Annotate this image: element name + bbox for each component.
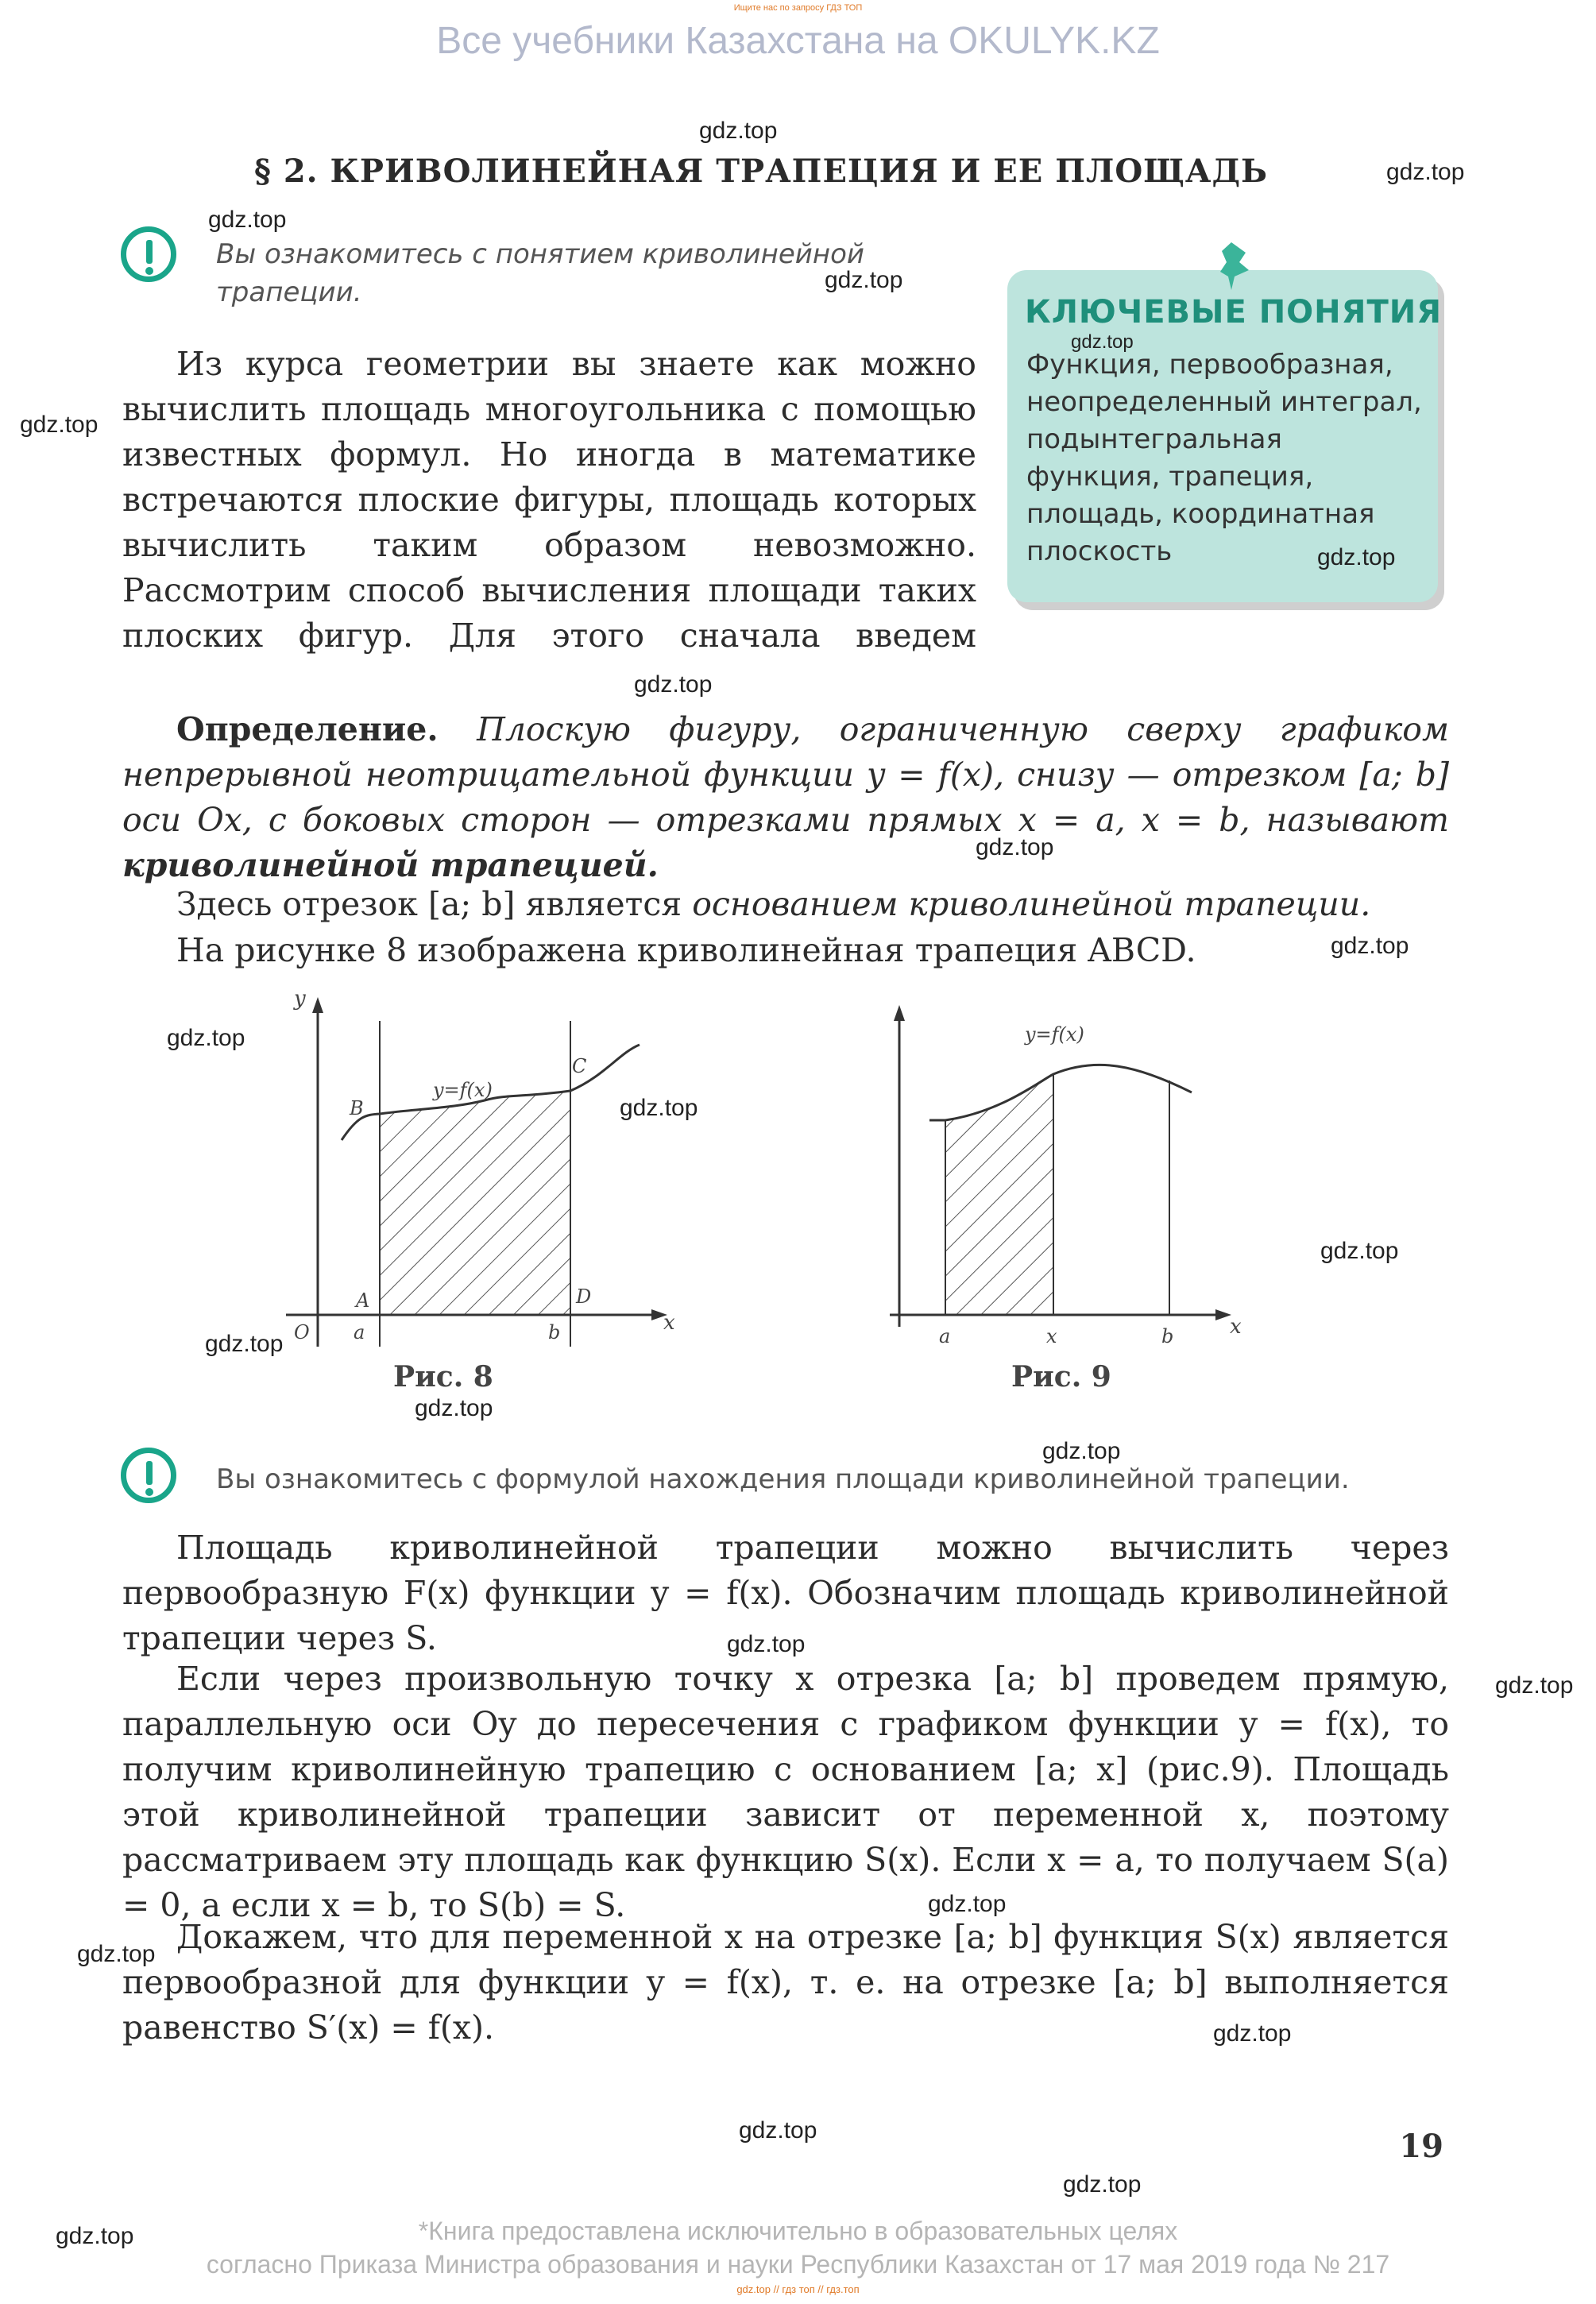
figure-8 — [270, 989, 683, 1370]
key-concepts-text: Функция, первообразная, неопределенный интеграл, подынтегральная функция, трапеция, площадь, координатная плоскость — [1026, 349, 1422, 567]
tick-b: b — [548, 1321, 561, 1343]
watermark: gdz.top — [825, 267, 903, 293]
definition-label: Определение. — [176, 710, 439, 748]
watermark: gdz.top — [77, 1941, 156, 1967]
definition-block — [122, 707, 1449, 888]
definition-text: Плоскую фигуру, ограниченную сверху графиком непрерывной неотрицательной функции y = f(x), снизу — отрезком [a; b] оси Ox, с боковых сторон — отрезками прямых x = a, x = b, называют — [122, 710, 1449, 839]
axis-y-label: y — [294, 989, 306, 1011]
watermark: gdz.top — [1320, 1238, 1399, 1264]
watermark: gdz.top — [20, 412, 99, 438]
watermark: gdz.top — [1317, 544, 1396, 570]
axis-x-label: x — [663, 1311, 675, 1335]
section-title: § 2. КРИВОЛИНЕЙНАЯ ТРАПЕЦИЯ И ЕЕ ПЛОЩАДЬ — [254, 153, 1269, 190]
definition-term: криволинейной трапецией. — [122, 846, 659, 884]
watermark: gdz.top — [699, 118, 778, 144]
watermark: gdz.top — [205, 1331, 284, 1357]
watermark: gdz.top — [739, 2117, 817, 2144]
watermark: gdz.top — [634, 671, 713, 698]
partial-trapezoid-area — [945, 1074, 1053, 1315]
note-formula: Вы ознакомитесь с формулой нахождения площади криволинейной трапеции. — [216, 1463, 1350, 1495]
paragraph-figure-ref-text: На рисунке 8 изображена криволинейная трапеция ABCD. — [176, 931, 1196, 969]
paragraph-base — [122, 882, 1449, 927]
watermark: gdz.top — [1386, 159, 1465, 185]
top-search-hint: Ищите нас по запросу ГДЗ ТОП — [733, 3, 863, 13]
point-a-upper: A — [356, 1289, 370, 1312]
paragraph-proof-text: Докажем, что для переменной x на отрезке [a; b] функция S(x) является первообразной для функции y = f(x), т. е. на отрезке [a; b] выполняется равенство S′(x) = f(x). — [122, 1918, 1449, 2047]
watermark: gdz.top — [1213, 2020, 1292, 2047]
watermark: gdz.top — [976, 834, 1054, 860]
paragraph-variable-text: Если через произвольную точку x отрезка [a; b] проведем прямую, параллельную оси Oy до пересечения с графиком функции y = f(x), то получим криволинейную трапецию с основанием [a; x] (рис.9). Площадь этой криволинейной трапеции зависит от переменной x, поэтому рассматриваем эту площадь как функцию S(x). Если x = a, то получаем S(a) = 0, а если x = b, то S(b) = S. — [122, 1660, 1449, 1924]
exclamation-icon-2 — [121, 1448, 176, 1503]
paragraph-base-term: основанием криволинейной трапеции. — [692, 885, 1371, 923]
figure-9 — [882, 993, 1263, 1359]
tick-b-fig9: b — [1161, 1325, 1174, 1347]
watermark: gdz.top — [620, 1095, 698, 1121]
trapezoid-area — [380, 1091, 570, 1315]
paragraph-intro-end — [122, 617, 1449, 663]
watermark: gdz.top — [1071, 331, 1134, 353]
paragraph-intro: Из курса геометрии вы знаете как можно вычислить площадь многоугольника с помощью известных формул. Но иногда в математике встречаются плоские фигуры, площадь которых вычислить таким образом невозможно. Рассмотрим способ вычисления площади таких плоских фигур. Для этого сначала введем — [122, 345, 976, 655]
page-number: 19 — [1399, 2128, 1443, 2165]
point-c: C — [572, 1055, 587, 1077]
tick-a-fig9: a — [939, 1325, 951, 1347]
footer-line-2: согласно Приказа Министра образования и науки Республики Казахстан от 17 мая 2019 года № 217 — [206, 2250, 1390, 2279]
watermark: gdz.top — [56, 2223, 134, 2249]
paragraph-area-text: Площадь криволинейной трапеции можно вычислить через первообразную F(x) функции y = f(x). Обозначим площадь криволинейной трапеции через S. — [122, 1529, 1449, 1657]
watermark: gdz.top — [928, 1891, 1007, 1917]
watermark: gdz.top — [415, 1395, 493, 1421]
site-banner[interactable]: Все учебники Казахстана на OKULYK.KZ — [436, 20, 1160, 62]
note-concept: Вы ознакомитесь с понятием криволинейной трапеции. — [216, 238, 865, 308]
footer-line-1: *Книга предоставлена исключительно в образовательных целях — [418, 2217, 1178, 2245]
paragraph-base-text: Здесь отрезок [a; b] является — [176, 885, 682, 923]
tick-x-fig9: x — [1046, 1325, 1057, 1347]
point-b: B — [350, 1097, 364, 1119]
paragraph-intro-top — [122, 342, 976, 659]
figure-8-caption: Рис. 8 — [393, 1360, 493, 1394]
key-concepts-title: КЛЮЧЕВЫЕ ПОНЯТИЯ — [1025, 294, 1443, 331]
tick-a: a — [354, 1321, 365, 1343]
figure-9-caption: Рис. 9 — [1011, 1360, 1111, 1394]
exclamation-icon — [121, 226, 176, 282]
watermark: gdz.top — [1042, 1438, 1121, 1464]
watermark: gdz.top — [1495, 1672, 1574, 1699]
func-label: y=f(x) — [433, 1079, 493, 1101]
watermark: gdz.top — [208, 207, 287, 233]
watermark: gdz.top — [727, 1631, 806, 1657]
pushpin-icon — [1215, 238, 1255, 294]
watermark: gdz.top — [167, 1025, 245, 1051]
paragraph-variable — [122, 1656, 1449, 1928]
origin-label: O — [294, 1321, 310, 1343]
func-label-fig9: y=f(x) — [1025, 1023, 1084, 1046]
function-curve-fig9 — [929, 1065, 1192, 1120]
watermark: gdz.top — [1331, 933, 1409, 959]
footer-line-3: gdz.top // гдз топ // гдз.топ — [736, 2283, 860, 2295]
watermark: gdz.top — [1063, 2171, 1142, 2198]
axis-x-label-fig9: x — [1230, 1315, 1242, 1339]
point-d: D — [576, 1285, 592, 1308]
paragraph-figure-ref — [122, 928, 1449, 973]
